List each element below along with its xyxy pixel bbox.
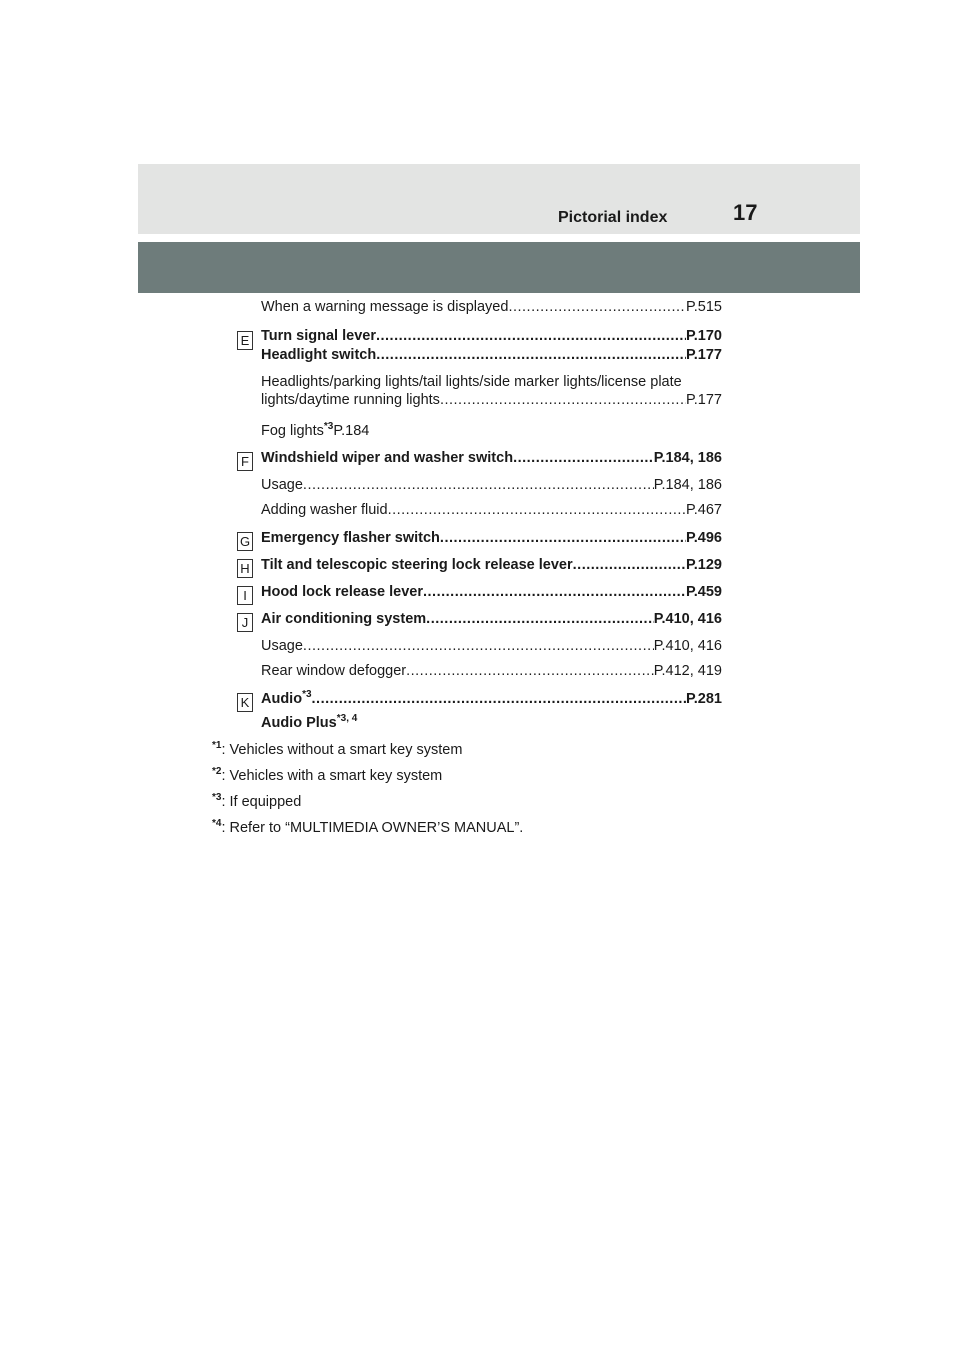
index-entry (261, 714, 357, 732)
entry-page: P.515 (685, 299, 722, 315)
index-entry (261, 501, 722, 519)
entry-text: When a warning message is displayed (261, 299, 509, 315)
footnote-mark: *4 (212, 818, 222, 829)
index-entry (261, 529, 722, 547)
section-title: Pictorial index (558, 209, 668, 226)
footnote-text: : Vehicles without a smart key system (221, 742, 463, 758)
callout-marker: K (237, 693, 253, 712)
entry-page: P.184, 186 (653, 450, 722, 466)
entry-page: P.410, 416 (653, 638, 722, 654)
index-entry (261, 556, 722, 574)
index-entry (261, 583, 722, 601)
entry-text: lights/daytime running lights (261, 392, 440, 408)
dot-leader (388, 501, 686, 519)
dot-leader (440, 391, 686, 409)
footnote-text: : Refer to “MULTIMEDIA OWNER’S MANUAL”. (221, 820, 524, 836)
footnote-ref: *3 (323, 421, 334, 432)
callout-marker: G (237, 532, 253, 551)
dot-leader (303, 476, 654, 494)
footnote-mark: *1 (212, 740, 222, 751)
entry-page: P.412, 419 (653, 663, 722, 679)
entry-text: Emergency flasher switch (261, 530, 440, 546)
dot-leader (426, 610, 654, 628)
callout-marker: E (237, 331, 253, 350)
entry-text: Hood lock release lever (261, 584, 423, 600)
footnote-mark: *2 (212, 766, 222, 777)
entry-page: P.496 (685, 530, 722, 546)
entry-text: Air conditioning system (261, 611, 427, 627)
entry-text: Turn signal lever (261, 328, 376, 344)
dot-leader (573, 556, 686, 574)
entry-page: P.459 (685, 584, 722, 600)
entry-page: P.184, 186 (653, 477, 722, 493)
header-bar (138, 242, 860, 293)
entry-text-line: Headlights/parking lights/tail lights/side marker lights/license plate (261, 374, 682, 390)
entry-page: P.281 (685, 691, 722, 707)
callout-marker: J (237, 613, 253, 632)
page-number: 17 (733, 200, 758, 225)
dot-leader (423, 583, 686, 601)
dot-leader (376, 346, 686, 364)
index-entry (261, 391, 722, 409)
index-entry (261, 298, 722, 316)
index-entry (261, 422, 369, 440)
footnote (212, 793, 301, 811)
entry-text: Usage (261, 638, 303, 654)
footnote-text: : Vehicles with a smart key system (221, 768, 443, 784)
entry-text: Rear window defogger (261, 663, 407, 679)
callout-marker: F (237, 452, 253, 471)
dot-leader (376, 327, 686, 345)
footnote-text: : If equipped (221, 794, 302, 810)
entry-text: Windshield wiper and washer switch (261, 450, 514, 466)
dot-leader (513, 449, 654, 467)
callout-marker: I (237, 586, 253, 605)
index-entry (261, 476, 722, 494)
entry-page: P.177 (685, 347, 722, 363)
entry-page: P.170 (685, 328, 722, 344)
index-entry (261, 449, 722, 467)
footnote (212, 819, 523, 837)
callout-marker: H (237, 559, 253, 578)
entry-text: Headlight switch (261, 347, 377, 363)
dot-leader (303, 637, 654, 655)
entry-page: P.184 (333, 423, 370, 439)
index-entry (261, 346, 722, 364)
entry-page: P.177 (685, 392, 722, 408)
footnote-mark: *3 (212, 792, 222, 803)
entry-text: Audio Plus (261, 715, 337, 731)
index-entry (261, 327, 722, 345)
entry-text: Audio$^{*3}$ (261, 690, 312, 707)
entry-page: P.410, 416 (653, 611, 722, 627)
index-entry (261, 690, 722, 708)
entry-text: Usage (261, 477, 303, 493)
footnote-ref: *3, 4 (336, 713, 358, 724)
dot-leader (406, 662, 654, 680)
dot-leader (440, 529, 686, 547)
entry-text: Adding washer fluid (261, 502, 388, 518)
entry-text: Fog lights (261, 423, 324, 439)
index-entry (261, 662, 722, 680)
entry-page: P.129 (685, 557, 722, 573)
dot-leader (312, 690, 686, 708)
dot-leader (508, 298, 686, 316)
entry-page: P.467 (685, 502, 722, 518)
footnote-ref: *3 (302, 690, 312, 700)
entry-text: Tilt and telescopic steering lock release lever (261, 557, 573, 573)
footnote (212, 767, 442, 785)
footnote (212, 741, 462, 759)
index-entry (261, 610, 722, 628)
index-entry (261, 637, 722, 655)
